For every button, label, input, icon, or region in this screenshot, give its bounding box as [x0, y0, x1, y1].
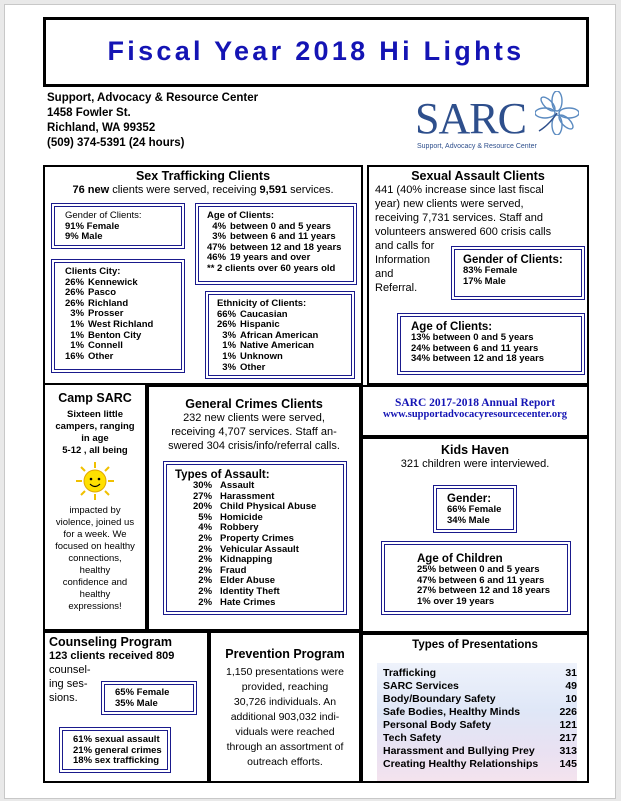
table-row: 27% Harassment — [193, 490, 275, 502]
counseling-heading: Counseling Program — [49, 635, 172, 649]
org-phone: (509) 374-5391 (24 hours) — [47, 137, 185, 149]
presentations-section — [361, 633, 589, 783]
table-row: 2% Elder Abuse — [198, 575, 276, 587]
kids-gender-female: 66% Female — [447, 504, 502, 515]
kids-heading: Kids Haven — [440, 443, 510, 457]
sexual-assault-heading: Sexual Assault Clients — [411, 169, 545, 183]
sarc-logo — [413, 91, 583, 155]
st-city-table — [65, 278, 157, 363]
general-line-3: swered 304 crisis/info/referral calls. — [168, 440, 340, 452]
prevention-heading: Prevention Program — [225, 647, 345, 661]
table-row: 1% Connell — [70, 340, 123, 352]
camp-line: impacted by — [69, 505, 121, 516]
counseling-type-2: 21% general crimes — [73, 744, 162, 756]
counseling-types-box — [59, 727, 171, 773]
camp-line: focused on healthy — [55, 541, 135, 552]
camp-sarc-section — [43, 383, 147, 631]
st-age-table — [207, 222, 345, 264]
kids-age-4: 1% over 19 years — [417, 595, 495, 607]
org-name: Support, Advocacy & Resource Center — [47, 92, 259, 104]
camp-line: campers, ranging — [55, 421, 135, 432]
table-row: 16% Other — [65, 350, 114, 362]
presentations-list — [383, 667, 577, 771]
st-age-title: Age of Clients: — [207, 210, 275, 221]
sex-trafficking-summary — [45, 183, 361, 197]
sex-trafficking-heading: Sex Trafficking Clients — [135, 169, 271, 183]
table-row: 20% Child Physical Abuse — [193, 501, 317, 513]
summary-text: clients were served, receiving — [109, 184, 260, 196]
flower-icon — [535, 91, 579, 135]
table-row: 26% Pasco — [65, 287, 117, 299]
st-ethnicity-box — [205, 291, 355, 379]
sa-gender-title: Gender of Clients: — [463, 254, 563, 266]
st-age-box — [195, 203, 357, 285]
logo-subtitle: Support, Advocacy & Resource Center — [417, 143, 537, 150]
camp-line: 5-12 , all being — [62, 445, 128, 456]
counseling-line-2: counsel- — [49, 664, 91, 676]
sa-gender-female: 83% Female — [463, 265, 518, 276]
counseling-line-1: 123 clients received 809 — [49, 650, 175, 662]
table-row: 1% Benton City — [70, 329, 142, 341]
summary-new-count: 76 new — [72, 184, 110, 196]
table-row: 2% Fraud — [198, 564, 247, 576]
table-row: 46% 19 years and over — [207, 252, 311, 264]
camp-line: in age — [81, 433, 109, 444]
table-row: 30% Assault — [193, 480, 255, 491]
sa-age-title: Age of Clients: — [411, 321, 493, 333]
table-row: 2% Kidnapping — [198, 554, 273, 566]
list-item: Creating Healthy Relationships 145 — [383, 758, 577, 770]
kids-gender-male: 34% Male — [447, 514, 490, 526]
table-row: 2% Vehicular Assault — [198, 543, 299, 555]
address-block — [47, 91, 258, 151]
counseling-type-3: 18% sex trafficking — [73, 755, 160, 767]
kids-age-2: 47% between 6 and 11 years — [417, 574, 545, 586]
prevention-line: viduals were reached — [235, 726, 335, 738]
counseling-gender-female: 65% Female — [115, 687, 170, 698]
presentations-heading: Types of Presentations — [412, 639, 538, 651]
assault-types-title: Types of Assault: — [175, 469, 270, 481]
logo-text: SARC — [415, 94, 526, 143]
table-row: 66% Caucasian — [217, 308, 288, 320]
table-row: 3% Other — [222, 361, 266, 373]
table-row: 26% Kennewick — [65, 276, 138, 288]
annual-report-title: SARC 2017-2018 Annual Report — [394, 397, 556, 409]
st-ethnicity-table — [217, 310, 322, 374]
table-row: 2% Identity Theft — [198, 585, 280, 597]
general-line-1: 232 new clients were served, — [183, 412, 325, 424]
list-item: Harassment and Bullying Prey 313 — [383, 745, 577, 757]
table-row: 47% between 12 and 18 years — [207, 241, 342, 253]
camp-line: Sixteen little — [67, 409, 123, 420]
sa-age-3: 34% between 12 and 18 years — [411, 353, 545, 365]
st-city-title: Clients City: — [65, 266, 121, 277]
counseling-type-1: 61% sexual assault — [73, 734, 160, 745]
camp-heading: Camp SARC — [58, 391, 132, 405]
camp-line: confidence and — [62, 577, 128, 588]
annual-report-link[interactable]: www.supportadvocacyresourcecenter.org — [382, 409, 568, 420]
list-item: SARC Services 49 — [383, 680, 577, 692]
sa-line-7: and — [375, 268, 394, 280]
annual-report-box — [361, 385, 589, 437]
list-item: Body/Boundary Safety 10 — [383, 693, 577, 705]
prevention-section — [209, 631, 361, 783]
sa-line-5: and calls for — [375, 240, 435, 252]
list-item: Personal Body Safety 121 — [383, 719, 577, 731]
summary-text-end: services. — [287, 184, 334, 196]
st-city-box — [51, 259, 185, 373]
page-title: Fiscal Year 2018 Hi Lights — [107, 36, 525, 66]
st-gender-box — [51, 203, 185, 249]
sa-gender-box — [451, 246, 585, 300]
kids-line: 321 children were interviewed. — [400, 458, 550, 470]
sa-age-box — [397, 313, 585, 375]
sa-line-2: year) new clients were served, — [375, 198, 524, 210]
prevention-line: through an assortment of — [226, 741, 344, 753]
st-age-note: ** 2 clients over 60 years old — [207, 262, 336, 274]
st-gender-female: 91% Female — [65, 220, 120, 232]
sun-icon — [75, 461, 115, 501]
prevention-line: 1,150 presentations were — [226, 666, 344, 678]
table-row: 3% African American — [222, 329, 319, 341]
general-heading: General Crimes Clients — [185, 397, 323, 411]
st-gender-male: 9% Male — [65, 231, 103, 243]
camp-text-top — [45, 409, 145, 457]
prevention-line: outreach efforts. — [247, 756, 323, 768]
list-item: Tech Safety 217 — [383, 732, 577, 744]
sa-line-3: receiving 7,731 services. Staff and — [375, 212, 543, 224]
sa-age-1: 13% between 0 and 5 years — [411, 332, 534, 343]
table-row: 2% Property Crimes — [198, 532, 294, 544]
table-row: 1% Unknown — [222, 350, 283, 362]
assault-types-table — [193, 481, 320, 608]
st-ethnicity-title: Ethnicity of Clients: — [217, 298, 307, 309]
page — [4, 4, 616, 799]
sa-age-2: 24% between 6 and 11 years — [411, 342, 539, 354]
camp-line: connections, — [68, 553, 122, 564]
general-line-2: receiving 4,707 services. Staff an- — [171, 426, 337, 438]
summary-services: 9,591 — [259, 184, 288, 196]
table-row: 2% Hate Crimes — [198, 596, 276, 608]
sa-line-8: Referral. — [375, 282, 418, 294]
prevention-line: 30,726 individuals. An — [233, 696, 337, 708]
table-row: 1% West Richland — [70, 318, 154, 330]
table-row: 1% Native American — [222, 340, 315, 352]
table-row: 4% between 0 and 5 years — [212, 220, 331, 232]
prevention-text — [211, 665, 359, 770]
camp-line: violence, joined us — [55, 517, 135, 528]
list-item: Safe Bodies, Healthy Minds 226 — [383, 706, 577, 718]
title-box — [43, 17, 589, 87]
kids-gender-title: Gender: — [447, 493, 492, 505]
table-row: 5% Homicide — [198, 511, 263, 523]
sa-gender-male: 17% Male — [463, 275, 506, 287]
list-item: Trafficking 31 — [383, 667, 577, 679]
assault-types-box — [163, 461, 347, 615]
table-row: 26% Hispanic — [217, 319, 280, 331]
kids-age-box — [381, 541, 571, 615]
sa-line-6: Information — [375, 254, 431, 266]
prevention-line: additional 903,032 indi- — [230, 711, 340, 723]
org-street: 1458 Fowler St. — [47, 107, 131, 119]
table-row: 26% Richland — [65, 297, 129, 309]
counseling-gender-box — [101, 681, 197, 715]
kids-age-title: Age of Children — [417, 553, 503, 565]
table-row: 3% between 6 and 11 years — [212, 231, 336, 243]
kids-gender-box — [433, 485, 517, 533]
kids-age-1: 25% between 0 and 5 years — [417, 564, 540, 575]
camp-line: healthy — [79, 565, 111, 576]
counseling-line-3: ing ses- — [49, 678, 88, 690]
camp-line: healthy — [79, 589, 111, 600]
counseling-gender-male: 35% Male — [115, 697, 158, 709]
st-gender-title: Gender of Clients: — [65, 210, 142, 221]
table-row: 3% Prosser — [70, 308, 124, 320]
sa-line-1: 441 (40% increase since last fiscal — [375, 184, 544, 196]
org-city: Richland, WA 99352 — [47, 122, 156, 134]
kids-age-3: 27% between 12 and 18 years — [417, 585, 551, 597]
table-row: 4% Robbery — [198, 522, 259, 534]
camp-line: for a week. We — [63, 529, 127, 540]
camp-text-bottom — [45, 505, 145, 613]
sa-line-4: volunteers answered 600 crisis calls — [375, 226, 552, 238]
counseling-line-4: sions. — [49, 692, 78, 704]
prevention-line: provided, reaching — [241, 681, 329, 693]
camp-line: expressions! — [68, 601, 122, 612]
